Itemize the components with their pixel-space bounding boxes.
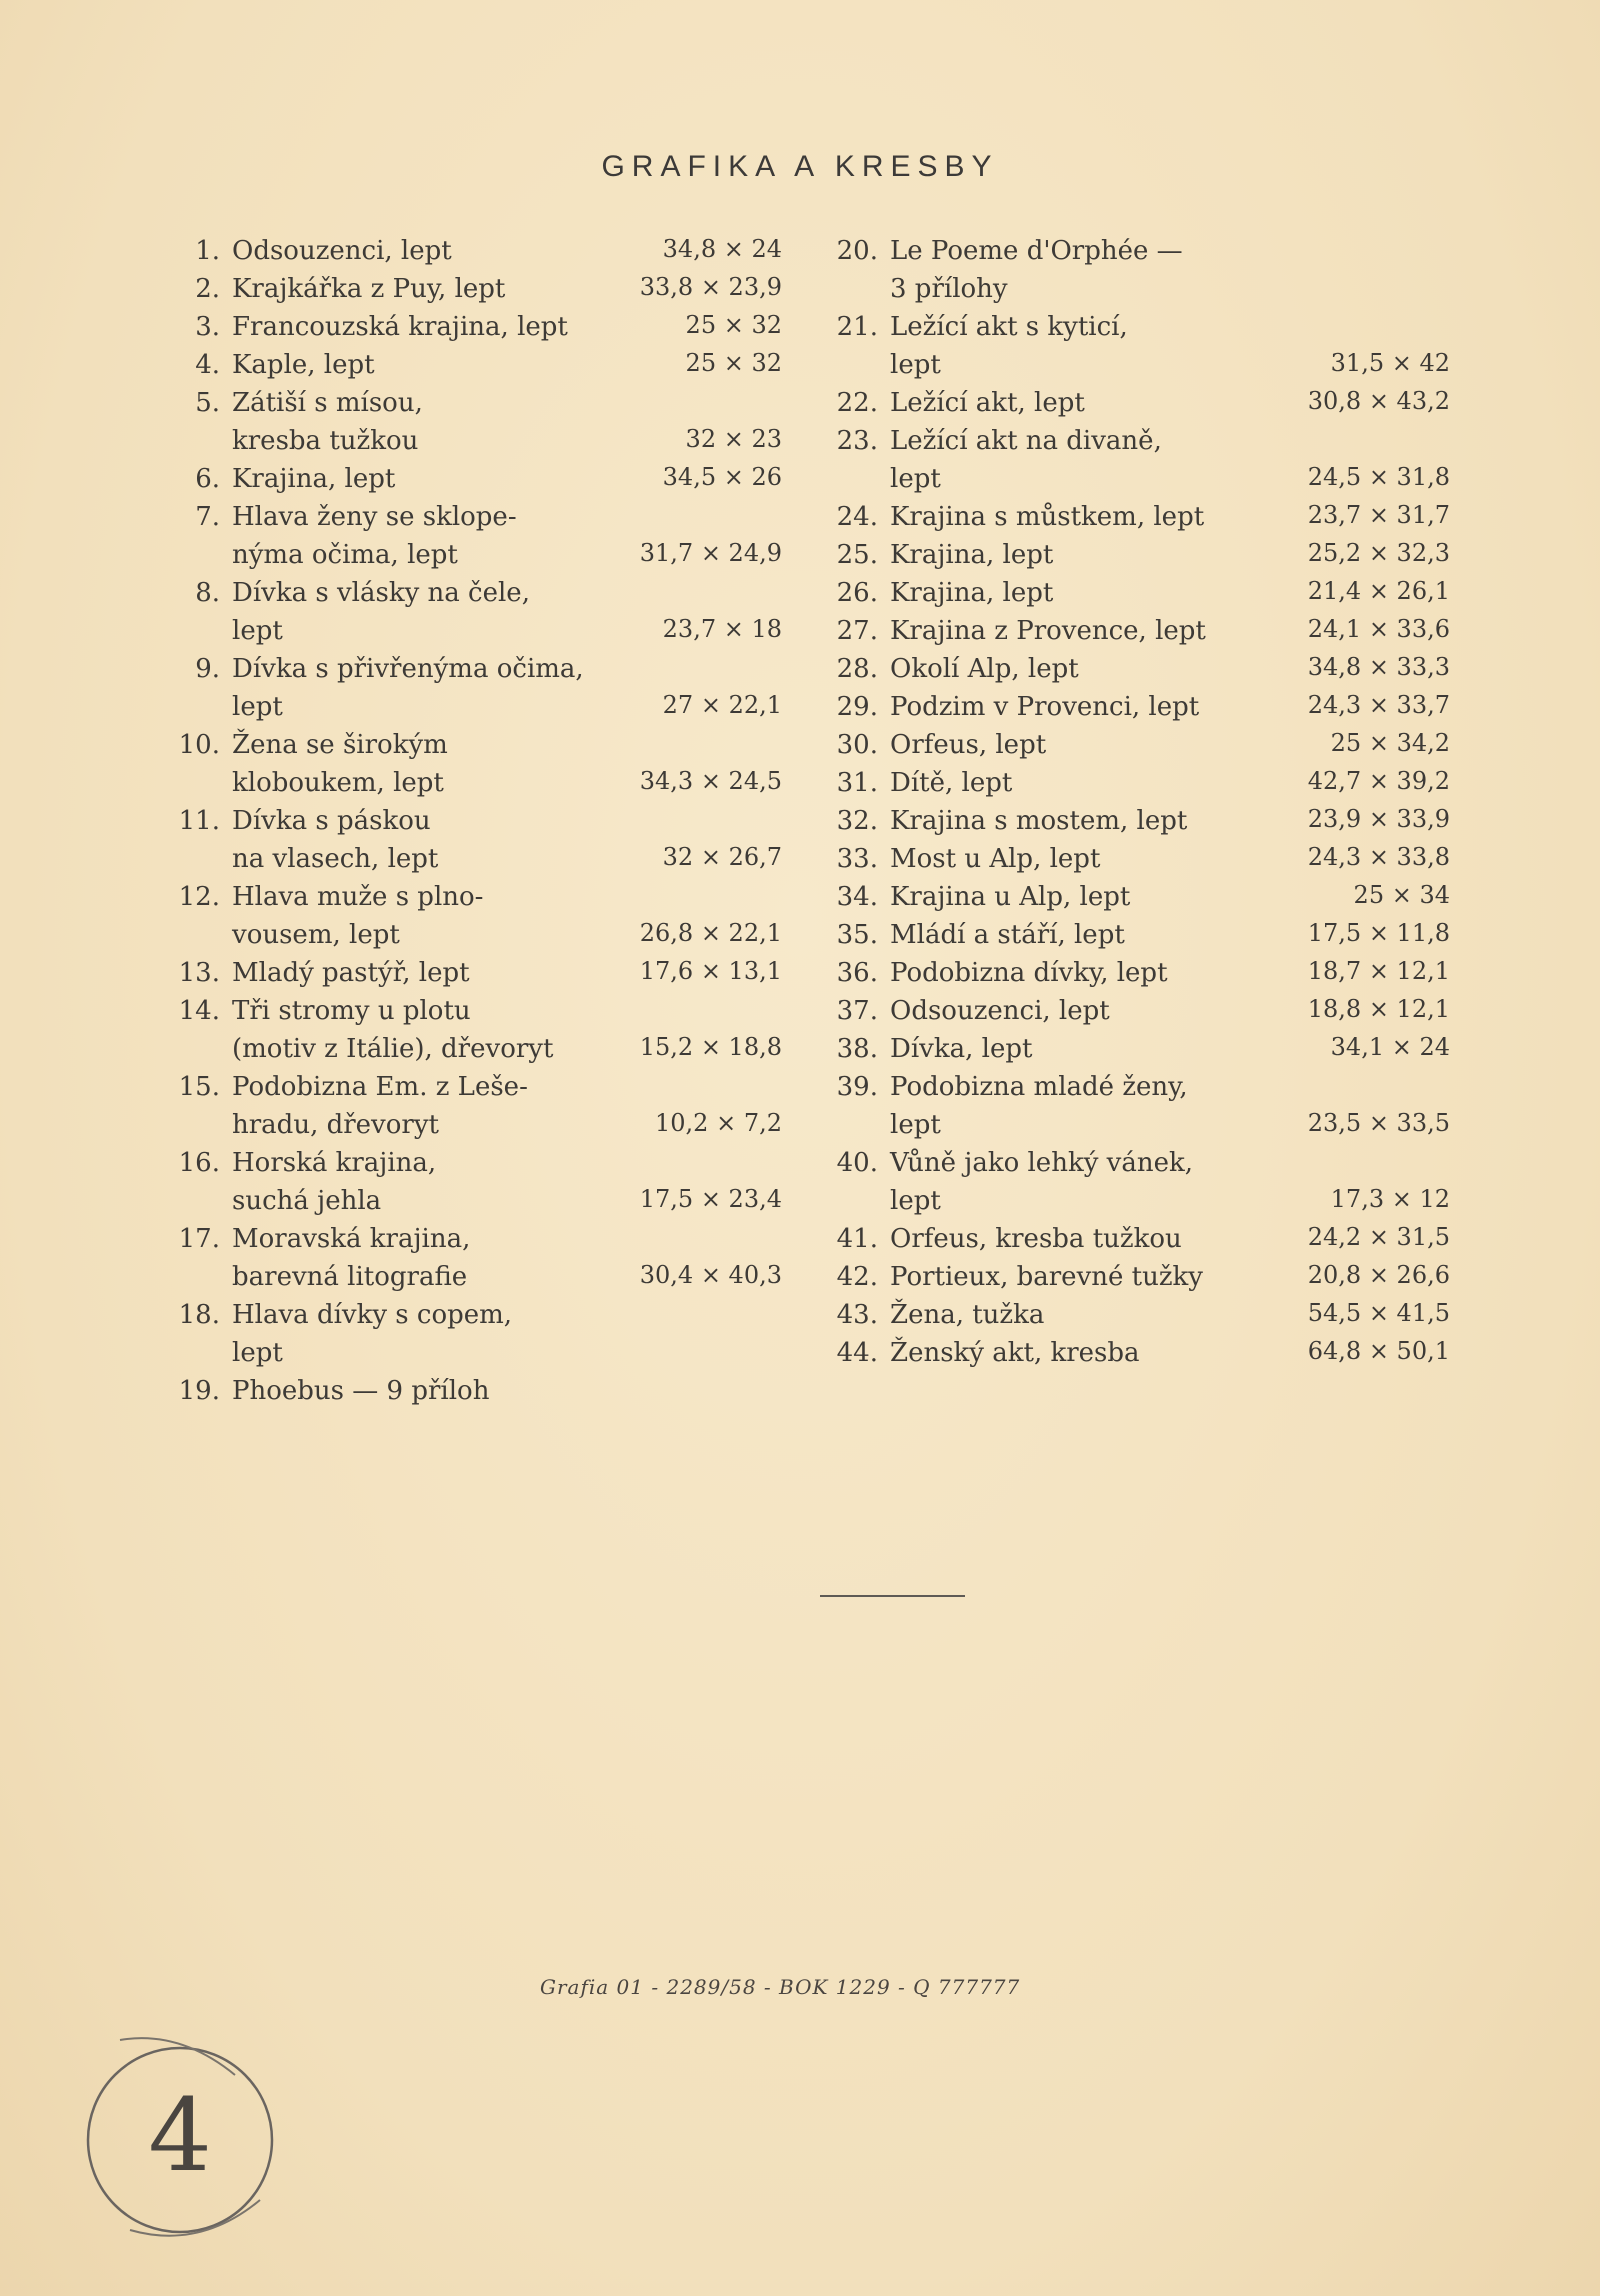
list-item [820,650,1460,688]
entry-title: Okolí Alp, lept [890,654,1079,684]
entry-title: Dívka s vlásky na čele, [232,578,530,608]
entry-number: 22. [836,388,878,418]
list-item [820,384,1460,422]
entry-number: 33. [836,844,878,874]
entry-dimensions: 23,5 × 33,5 [1307,1109,1450,1137]
entry-dimensions: 34,8 × 33,3 [1307,653,1450,681]
list-item [820,612,1460,650]
entry-dimensions: 17,3 × 12 [1330,1185,1450,1213]
list-item [162,726,802,802]
list-item [820,878,1460,916]
list-item [162,1296,802,1372]
entry-dimensions: 10,2 × 7,2 [655,1109,782,1137]
list-item [820,802,1460,840]
list-item [162,878,802,954]
entry-number: 44. [836,1338,878,1368]
entry-dimensions: 34,1 × 24 [1330,1033,1450,1061]
list-item [820,1144,1460,1220]
list-item [162,954,802,992]
list-item [162,308,802,346]
stamp-graphic [60,2020,300,2260]
entry-title: Žena se širokým [232,730,448,760]
entry-number: 14. [178,996,220,1026]
entry-dimensions: 23,9 × 33,9 [1307,805,1450,833]
entry-dimensions: 25 × 32 [685,311,782,339]
entry-title: Most u Alp, lept [890,844,1101,874]
entry-number: 10. [178,730,220,760]
list-item [162,1220,802,1296]
entry-number: 34. [836,882,878,912]
entry-number: 9. [195,654,220,684]
entry-title: Vůně jako lehký vánek, [890,1148,1193,1178]
entry-number: 11. [178,806,220,836]
entry-title: Ležící akt, lept [890,388,1085,418]
entry-title: Ženský akt, kresba [890,1338,1140,1368]
entry-title: Krajina z Provence, lept [890,616,1206,646]
circular-stamp [60,2020,300,2264]
entry-dimensions: 18,8 × 12,1 [1307,995,1450,1023]
entry-title: Hlava muže s plno- [232,882,484,912]
entry-number: 23. [836,426,878,456]
entry-title: Dítě, lept [890,768,1013,798]
entry-title-continued: kloboukem, lept [232,768,444,798]
entry-title: Horská krajina, [232,1148,437,1178]
entry-dimensions: 24,1 × 33,6 [1307,615,1450,643]
stamp-mark: 4 [148,2077,212,2194]
entry-title: Krajina, lept [890,578,1054,608]
list-item [820,1068,1460,1144]
entry-number: 12. [178,882,220,912]
entry-dimensions: 32 × 26,7 [662,843,782,871]
entry-title: Hlava ženy se sklope- [232,502,517,532]
entry-title: Portieux, barevné tužky [890,1262,1203,1292]
entry-number: 27. [836,616,878,646]
entry-dimensions: 24,3 × 33,8 [1307,843,1450,871]
entry-title: Podobizna Em. z Leše- [232,1072,528,1102]
entry-dimensions: 64,8 × 50,1 [1307,1337,1450,1365]
entry-dimensions: 15,2 × 18,8 [639,1033,782,1061]
list-item [820,1030,1460,1068]
entry-dimensions: 34,5 × 26 [662,463,782,491]
entry-title: Francouzská krajina, lept [232,312,568,342]
list-item [162,460,802,498]
entry-title: Mladý pastýř, lept [232,958,470,988]
entry-dimensions: 17,5 × 11,8 [1307,919,1450,947]
list-item [820,498,1460,536]
entry-title: Phoebus — 9 příloh [232,1376,490,1406]
entry-title-continued: suchá jehla [232,1186,382,1216]
entry-number: 32. [836,806,878,836]
entry-number: 28. [836,654,878,684]
left-column [162,232,802,1410]
entry-title: Podobizna dívky, lept [890,958,1168,988]
entry-number: 6. [195,464,220,494]
entry-number: 1. [195,236,220,266]
entry-title-continued: barevná litografie [232,1262,468,1292]
entry-number: 43. [836,1300,878,1330]
entry-title: Dívka s přivřenýma očima, [232,654,584,684]
entry-number: 31. [836,768,878,798]
entry-number: 5. [195,388,220,418]
entry-title: Krajina, lept [890,540,1054,570]
right-column [820,232,1460,1372]
entry-number: 25. [836,540,878,570]
entry-dimensions: 25,2 × 32,3 [1307,539,1450,567]
list-item [820,954,1460,992]
entry-number: 18. [178,1300,220,1330]
entry-dimensions: 23,7 × 31,7 [1307,501,1450,529]
entry-title: Le Poeme d'Orphée — [890,236,1183,266]
entry-title: Ležící akt na divaně, [890,426,1162,456]
list-item [162,574,802,650]
entry-number: 30. [836,730,878,760]
list-item [162,346,802,384]
entry-dimensions: 25 × 34 [1353,881,1450,909]
entry-title: Tři stromy u plotu [232,996,471,1026]
entry-title: Podobizna mladé ženy, [890,1072,1188,1102]
entry-dimensions: 25 × 34,2 [1330,729,1450,757]
entry-title-continued: vousem, lept [232,920,400,950]
entry-number: 36. [836,958,878,988]
entry-dimensions: 27 × 22,1 [662,691,782,719]
entry-title-continued: lept [232,616,283,646]
list-item [820,1258,1460,1296]
list-item [162,802,802,878]
list-item [820,840,1460,878]
entry-dimensions: 17,5 × 23,4 [639,1185,782,1213]
list-item [162,1068,802,1144]
list-item [820,726,1460,764]
list-item [820,1220,1460,1258]
entry-number: 38. [836,1034,878,1064]
list-item [820,536,1460,574]
entry-number: 15. [178,1072,220,1102]
entry-dimensions: 31,5 × 42 [1330,349,1450,377]
entry-number: 29. [836,692,878,722]
list-item [162,1144,802,1220]
entry-number: 13. [178,958,220,988]
list-item [162,232,802,270]
entry-number: 16. [178,1148,220,1178]
entry-title: Krajina s můstkem, lept [890,502,1205,532]
page-title: GRAFIKA A KRESBY [601,150,999,183]
entry-title: Odsouzenci, lept [232,236,452,266]
entry-title: Dívka s páskou [232,806,431,836]
entry-title: Krajkářka z Puy, lept [232,274,506,304]
list-item [820,688,1460,726]
entry-number: 40. [836,1148,878,1178]
entry-title-continued: lept [890,350,941,380]
entry-title-continued: lept [890,464,941,494]
printer-imprint: Grafia 01 - 2289/58 - BOK 1229 - Q 777777 [540,1975,1021,1999]
entry-dimensions: 34,3 × 24,5 [639,767,782,795]
entry-number: 42. [836,1262,878,1292]
list-item [820,992,1460,1030]
list-item [162,1372,802,1410]
entry-dimensions: 23,7 × 18 [662,615,782,643]
entry-dimensions: 20,8 × 26,6 [1307,1261,1450,1289]
entry-dimensions: 21,4 × 26,1 [1307,577,1450,605]
entry-number: 19. [178,1376,220,1406]
entry-number: 2. [195,274,220,304]
entry-title: Dívka, lept [890,1034,1033,1064]
entry-dimensions: 25 × 32 [685,349,782,377]
entry-title: Orfeus, kresba tužkou [890,1224,1182,1254]
list-item [162,498,802,574]
entry-dimensions: 17,6 × 13,1 [639,957,782,985]
list-item [162,650,802,726]
entry-title-continued: (motiv z Itálie), dřevoryt [232,1034,554,1064]
entry-dimensions: 42,7 × 39,2 [1307,767,1450,795]
entry-number: 8. [195,578,220,608]
entry-title-continued: lept [232,1338,283,1368]
entry-number: 20. [836,236,878,266]
entry-number: 39. [836,1072,878,1102]
list-item [820,422,1460,498]
entry-title: Odsouzenci, lept [890,996,1110,1026]
entry-title-continued: kresba tužkou [232,426,419,456]
entry-dimensions: 30,8 × 43,2 [1307,387,1450,415]
list-item [820,764,1460,802]
entry-number: 26. [836,578,878,608]
entry-dimensions: 54,5 × 41,5 [1307,1299,1450,1327]
entry-title-continued: lept [890,1110,941,1140]
entry-title: Mládí a stáří, lept [890,920,1125,950]
entry-dimensions: 34,8 × 24 [662,235,782,263]
list-item [820,232,1460,308]
entry-title: Žena, tužka [890,1300,1045,1330]
list-item [820,308,1460,384]
entry-title: Ležící akt s kyticí, [890,312,1128,342]
entry-dimensions: 30,4 × 40,3 [639,1261,782,1289]
entry-dimensions: 24,2 × 31,5 [1307,1223,1450,1251]
list-item [820,1334,1460,1372]
entry-title: Podzim v Provenci, lept [890,692,1200,722]
list-item [820,916,1460,954]
entry-number: 7. [195,502,220,532]
list-item [820,1296,1460,1334]
entry-title: Kaple, lept [232,350,375,380]
divider-rule [820,1595,965,1597]
entry-title: Hlava dívky s copem, [232,1300,513,1330]
list-item [162,992,802,1068]
list-item [162,270,802,308]
entry-title-continued: hradu, dřevoryt [232,1110,439,1140]
entry-title: Krajina s mostem, lept [890,806,1188,836]
entry-dimensions: 24,5 × 31,8 [1307,463,1450,491]
entry-number: 17. [178,1224,220,1254]
entry-dimensions: 32 × 23 [685,425,782,453]
entry-title: Moravská krajina, [232,1224,471,1254]
entry-title: Krajina, lept [232,464,396,494]
entry-number: 21. [836,312,878,342]
entry-number: 24. [836,502,878,532]
entry-number: 37. [836,996,878,1026]
entry-title-continued: 3 přílohy [890,274,1008,304]
entry-number: 35. [836,920,878,950]
list-item [820,574,1460,612]
entry-title: Zátiší s mísou, [232,388,423,418]
entry-title-continued: na vlasech, lept [232,844,439,874]
entry-dimensions: 24,3 × 33,7 [1307,691,1450,719]
entry-title-continued: nýma očima, lept [232,540,458,570]
entry-dimensions: 33,8 × 23,9 [639,273,782,301]
list-item [162,384,802,460]
entry-dimensions: 31,7 × 24,9 [639,539,782,567]
entry-number: 3. [195,312,220,342]
entry-dimensions: 18,7 × 12,1 [1307,957,1450,985]
entry-number: 41. [836,1224,878,1254]
entry-title: Orfeus, lept [890,730,1047,760]
entry-number: 4. [195,350,220,380]
entry-title-continued: lept [232,692,283,722]
entry-dimensions: 26,8 × 22,1 [639,919,782,947]
entry-title: Krajina u Alp, lept [890,882,1131,912]
entry-title-continued: lept [890,1186,941,1216]
